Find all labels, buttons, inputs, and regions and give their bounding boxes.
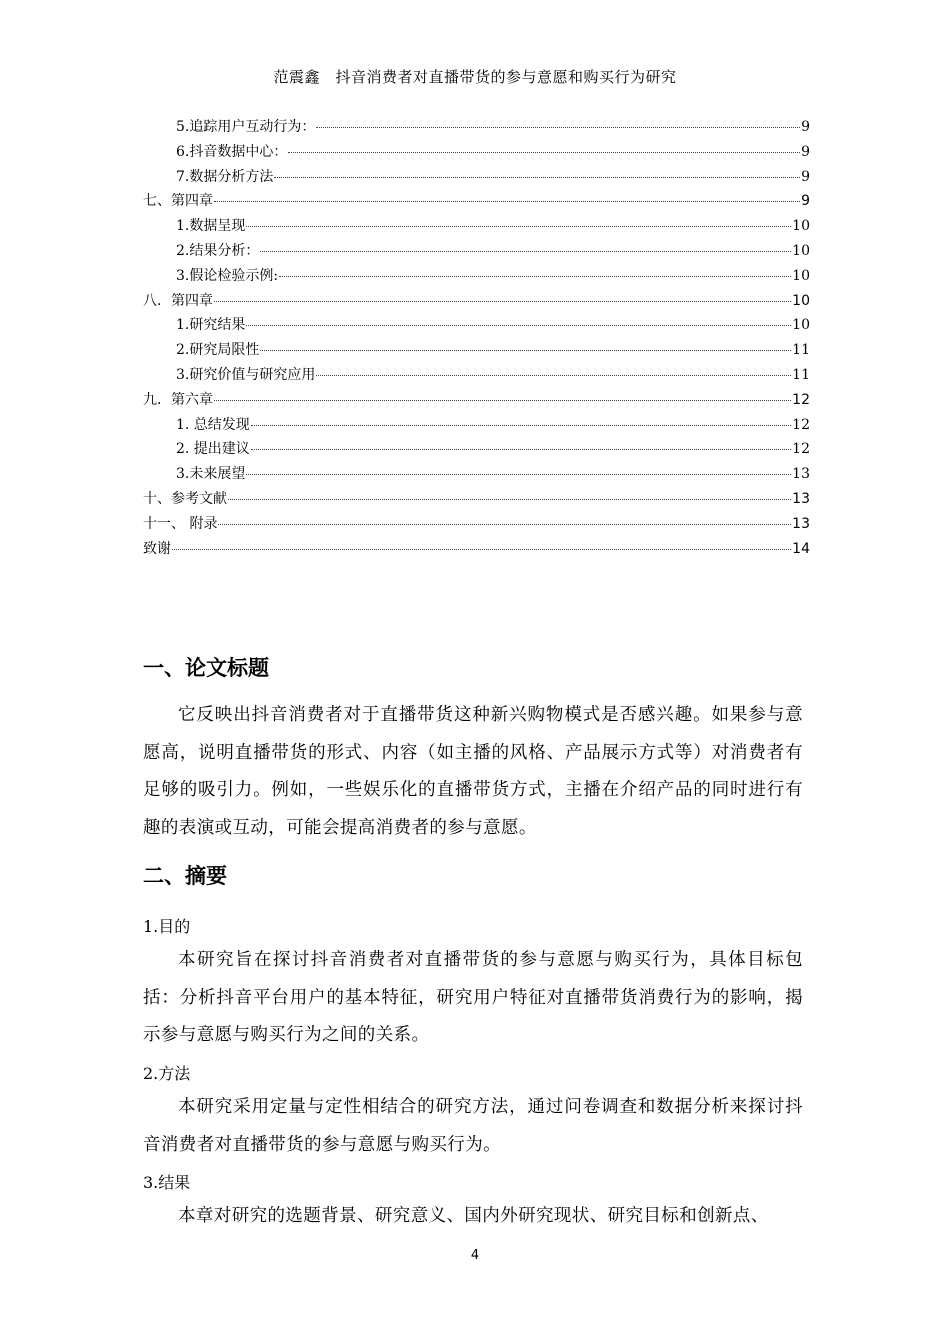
toc-entry[interactable] <box>143 463 810 488</box>
toc-entry[interactable] <box>143 364 810 389</box>
toc-dot-leader <box>172 549 791 550</box>
toc-entry[interactable] <box>143 513 810 538</box>
section-heading-title: 一、论文标题 <box>143 656 269 680</box>
toc-entry[interactable] <box>143 166 810 191</box>
toc-entry-page: 12 <box>792 441 810 458</box>
toc-entry-page: 13 <box>792 515 810 532</box>
toc-dot-leader <box>214 400 791 401</box>
toc-entry-page: 9 <box>801 119 810 135</box>
toc-entry[interactable] <box>143 190 810 215</box>
section-paragraph: 它反映出抖音消费者对于直播带货这种新兴购物模式是否感兴趣。如果参与意愿高，说明直播带货的形式、内容（如主播的风格、产品展示方式等）对消费者有足够的吸引力。例如，一些娱乐化的直播带货方式，主播在介绍产品的同时进行有趣的表演或互动，可能会提高消费者的参与意愿。 <box>143 705 803 838</box>
abstract-result-label: 3.结果 <box>143 1173 191 1192</box>
toc-dot-leader <box>316 375 791 376</box>
abstract-purpose-text: 本研究旨在探讨抖音消费者对直播带货的参与意愿与购买行为，具体目标包括：分析抖音平台用户的基本特征，研究用户特征对直播带货消费行为的影响，揭示参与意愿与购买行为之间的关系。 <box>143 950 803 1045</box>
toc-entry-title: 九．第六章 <box>143 391 213 408</box>
toc-entry-page: 12 <box>792 391 810 408</box>
toc-entry-page: 10 <box>792 317 810 334</box>
toc-entry-page: 10 <box>792 218 810 235</box>
toc-entry[interactable] <box>143 240 810 265</box>
toc-entry-title: 1.研究结果 <box>176 317 246 334</box>
toc-entry-title: 5.追踪用户互动行为： <box>176 119 316 135</box>
abstract-method-label: 2.方法 <box>143 1064 191 1083</box>
toc-dot-leader <box>288 152 800 153</box>
toc-dot-leader <box>260 350 791 351</box>
toc-entry[interactable] <box>143 339 810 364</box>
running-header: 范震鑫 抖音消费者对直播带货的参与意愿和购买行为研究 <box>273 68 677 86</box>
toc-entry[interactable] <box>143 488 810 513</box>
toc-dot-leader <box>260 251 791 252</box>
toc-entry-page: 11 <box>792 342 810 359</box>
toc-entry-page: 10 <box>792 267 810 284</box>
toc-entry[interactable] <box>143 389 810 414</box>
toc-entry-page: 10 <box>792 292 810 309</box>
section-heading-abstract: 二、摘要 <box>143 864 227 888</box>
toc-entry-title: 7.数据分析方法 <box>176 168 274 185</box>
toc-entry-page: 12 <box>792 416 810 433</box>
toc-dot-leader <box>279 276 791 277</box>
toc-entry[interactable] <box>143 116 810 141</box>
abstract-purpose-label: 1.目的 <box>143 917 191 936</box>
toc-entry-title: 2.研究局限性 <box>176 342 260 359</box>
toc-entry-title: 2. 提出建议 <box>176 441 250 458</box>
toc-entry-page: 9 <box>801 168 810 185</box>
toc-entry-title: 1. 总结发现 <box>176 416 250 433</box>
abstract-method-text: 本研究采用定量与定性相结合的研究方法，通过问卷调查和数据分析来探讨抖音消费者对直播带货的参与意愿与购买行为。 <box>143 1097 803 1155</box>
toc-dot-leader <box>274 177 800 178</box>
toc-entry[interactable] <box>143 265 810 290</box>
toc-entry-title: 致谢 <box>143 540 171 557</box>
toc-entry-page: 11 <box>792 366 810 383</box>
toc-entry-title: 3.假论检验示例: <box>176 267 279 284</box>
toc-entry-title: 6.抖音数据中心： <box>176 143 288 160</box>
toc-dot-leader <box>214 301 791 302</box>
toc-entry[interactable] <box>143 438 810 463</box>
toc-dot-leader <box>214 201 800 202</box>
toc-entry-title: 3.未来展望 <box>176 466 246 483</box>
table-of-contents <box>143 116 810 562</box>
toc-entry-page: 13 <box>792 490 810 507</box>
toc-entry-title: 七、第四章 <box>143 193 213 210</box>
toc-entry-title: 2.结果分析： <box>176 242 260 259</box>
abstract-result-text: 本章对研究的选题背景、研究意义、国内外研究现状、研究目标和创新点、 <box>178 1206 769 1226</box>
toc-entry[interactable] <box>143 314 810 339</box>
toc-entry-title: 十一、 附录 <box>143 515 218 532</box>
toc-dot-leader <box>246 226 791 227</box>
toc-entry-title: 1.数据呈现 <box>176 218 246 235</box>
toc-dot-leader <box>316 127 800 128</box>
toc-dot-leader <box>228 499 791 500</box>
toc-entry-title: 十、参考文献 <box>143 490 227 507</box>
toc-entry-page: 14 <box>792 540 810 557</box>
toc-entry[interactable] <box>143 141 810 166</box>
toc-dot-leader <box>218 524 791 525</box>
toc-entry[interactable] <box>143 290 810 315</box>
page-number: 4 <box>470 1248 480 1263</box>
toc-entry[interactable] <box>143 538 810 563</box>
toc-entry-page: 13 <box>792 466 810 483</box>
toc-entry-title: 3.研究价值与研究应用 <box>176 366 316 383</box>
toc-entry-page: 9 <box>801 193 810 210</box>
toc-dot-leader <box>246 325 791 326</box>
toc-dot-leader <box>251 425 791 426</box>
toc-entry-title: 八．第四章 <box>143 292 213 309</box>
toc-entry[interactable] <box>143 414 810 439</box>
toc-dot-leader <box>251 449 791 450</box>
toc-dot-leader <box>246 474 791 475</box>
toc-entry-page: 10 <box>792 242 810 259</box>
toc-entry-page: 9 <box>801 143 810 160</box>
toc-entry[interactable] <box>143 215 810 240</box>
